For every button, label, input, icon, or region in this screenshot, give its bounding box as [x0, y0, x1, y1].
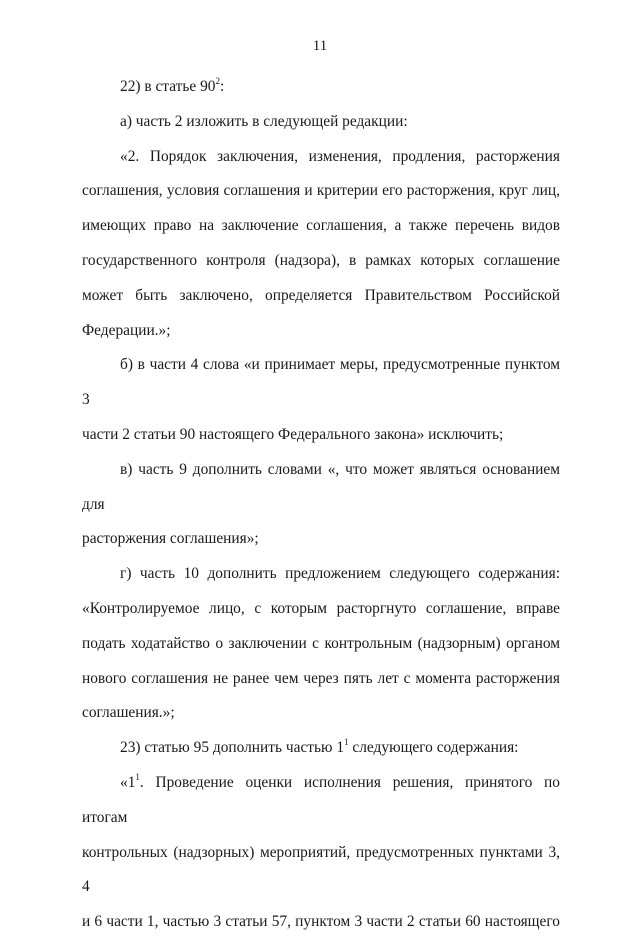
subitem-g-line5: соглашения.»;	[82, 704, 175, 722]
quote-part1-1-text: . Проведение оценки исполнения решения, принятого по итогам	[82, 773, 560, 826]
quote-part1-1-line3: и 6 части 1, частью 3 статьи 57, пунктом 3 части 2 статьи 60 настоящего	[82, 913, 560, 931]
item-22	[82, 70, 560, 105]
item-22-superscript: 2	[215, 76, 220, 86]
quote-part2-line4: государственного контроля (надзора), в рамках которых соглашение	[82, 251, 560, 269]
subitem-b-line2: части 2 статьи 90 настоящего Федерального закона» исключить;	[82, 425, 504, 443]
quote-part2-line2: соглашения, условия соглашения и критерии его расторжения, круг лиц,	[82, 182, 560, 200]
item-23-rest: следующего содержания:	[348, 739, 519, 757]
subitem-g-line2: «Контролируемое лицо, с которым расторгнуто соглашение, вправе	[82, 599, 560, 617]
subitem-a: а) часть 2 изложить в следующей редакции:	[120, 112, 408, 130]
quote-part1-1-superscript: 1	[135, 771, 140, 782]
page-number: 11	[312, 38, 328, 54]
quote-part1-1-open: «1	[120, 773, 136, 791]
subitem-g-line4: нового соглашения не ранее чем через пять лет с момента расторжения	[82, 669, 560, 687]
subitem-g-line3: подать ходатайство о заключении с контрольным (надзорным) органом	[82, 634, 560, 652]
quote-part1-1-line2: контрольных (надзорных) мероприятий, предусмотренных пунктами 3, 4	[82, 843, 560, 896]
item-22-text: 22) в статье 90	[120, 78, 216, 95]
quote-part1-1-line1	[82, 766, 560, 836]
subitem-v-line1: в) часть 9 дополнить словами «, что может являться основанием для	[82, 460, 560, 513]
item-23-superscript: 1	[344, 737, 349, 748]
item-22-colon: :	[219, 78, 225, 95]
quote-part2-line3: имеющих право на заключение соглашения, а также перечень видов	[82, 217, 560, 235]
quote-part2-line6: Федерации.»;	[82, 321, 171, 339]
subitem-g-line1: г) часть 10 дополнить предложением следующего содержания:	[120, 565, 560, 583]
document-body	[82, 70, 560, 940]
subitem-b-line1: б) в части 4 слова «и принимает меры, предусмотренные пунктом 3	[82, 356, 560, 409]
subitem-v-line2: расторжения соглашения»;	[82, 530, 259, 548]
item-23	[82, 731, 560, 766]
item-23-text: 23) статью 95 дополнить частью 1	[120, 739, 345, 757]
quote-part2-line5: может быть заключено, определяется Правительством Российской	[82, 286, 560, 304]
quote-part2-line1: «2. Порядок заключения, изменения, продления, расторжения	[120, 147, 560, 165]
